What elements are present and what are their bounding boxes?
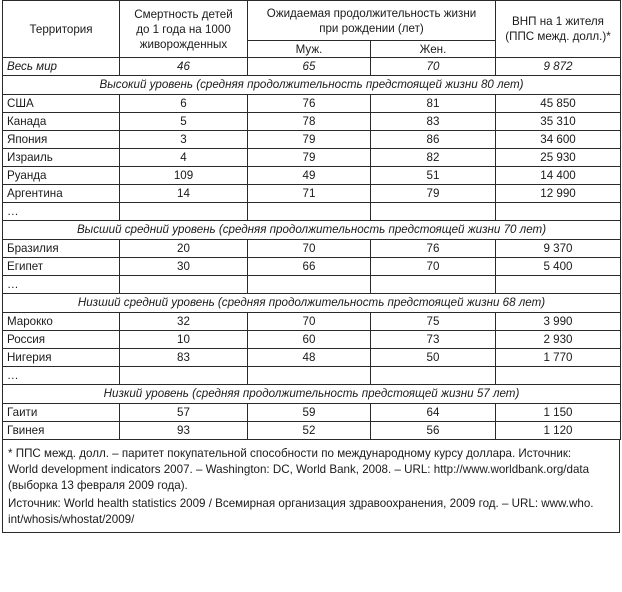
cell-mortality: 14 (120, 185, 248, 203)
header-mortality-line1: Смертность детей (134, 7, 233, 21)
cell-mortality: 93 (120, 422, 248, 440)
table-row (3, 313, 621, 331)
cell-male (248, 367, 371, 385)
cell-gnp: 1 120 (496, 422, 621, 440)
cell-male: 70 (248, 313, 371, 331)
group-title: Высокий уровень (средняя продолжительность предстоящей жизни 80 лет) (3, 76, 621, 95)
cell-female: 76 (371, 240, 496, 258)
cell-male: 71 (248, 185, 371, 203)
cell-gnp: 12 990 (496, 185, 621, 203)
header-gnp-line2: (ППС межд. долл.)* (505, 30, 611, 43)
cell-male: 48 (248, 349, 371, 367)
group-title: Высший средний уровень (средняя продолжительность предстоящей жизни 70 лет) (3, 221, 621, 240)
cell-male: 79 (248, 131, 371, 149)
cell-mortality: 4 (120, 149, 248, 167)
cell-gnp: 14 400 (496, 167, 621, 185)
cell-mortality: 6 (120, 95, 248, 113)
country-name: Израиль (3, 149, 120, 167)
cell-gnp: 9 370 (496, 240, 621, 258)
table-row (3, 113, 621, 131)
cell-gnp: 5 400 (496, 258, 621, 276)
table-row (3, 422, 621, 440)
cell-mortality: 32 (120, 313, 248, 331)
footnote-ppp-line3: (выборка 13 февраля 2009 года). (8, 479, 188, 492)
country-name: … (3, 367, 120, 385)
cell-female (371, 367, 496, 385)
world-row (3, 58, 621, 76)
cell-male: 59 (248, 404, 371, 422)
world-mortality: 46 (120, 58, 248, 76)
header-life-line2: при рождении (лет) (319, 21, 424, 35)
group-header-row (3, 294, 621, 313)
country-name: Гаити (3, 404, 120, 422)
table-row (3, 240, 621, 258)
country-name: … (3, 203, 120, 221)
cell-gnp (496, 367, 621, 385)
cell-female (371, 276, 496, 294)
table-row (3, 185, 621, 203)
cell-female: 79 (371, 185, 496, 203)
footnote-ppp-line2: World development indicators 2007. – Washington: DC, World Bank, 2008. – URL: http://www.worldbank.org/data (8, 463, 590, 476)
cell-gnp: 34 600 (496, 131, 621, 149)
cell-mortality: 3 (120, 131, 248, 149)
cell-female: 83 (371, 113, 496, 131)
header-female (371, 41, 496, 58)
cell-male: 49 (248, 167, 371, 185)
table-body (3, 58, 621, 440)
cell-gnp: 1 770 (496, 349, 621, 367)
footnote-source-line2: int/whosis/whostat/2009/ (8, 513, 135, 526)
group-header-row (3, 385, 621, 404)
cell-male: 79 (248, 149, 371, 167)
cell-female: 64 (371, 404, 496, 422)
cell-male: 70 (248, 240, 371, 258)
table-row (3, 331, 621, 349)
table-row (3, 203, 621, 221)
footnote-source (8, 496, 614, 528)
cell-female: 50 (371, 349, 496, 367)
footnote-ppp (8, 446, 614, 494)
cell-mortality: 30 (120, 258, 248, 276)
world-female: 70 (371, 58, 496, 76)
statistics-table-wrapper (2, 0, 620, 533)
table-row (3, 131, 621, 149)
header-male-text: Муж. (295, 42, 323, 56)
footnote-ppp-line1: * ППС межд. долл. – паритет покупательной способности по международному курсу доллара. Источник: (8, 447, 572, 460)
table-row (3, 349, 621, 367)
group-title: Низший средний уровень (средняя продолжительность предстоящей жизни 68 лет) (3, 294, 621, 313)
footnote-source-line1: Источник: World health statistics 2009 / Всемирная организация здравоохранения, 2009 год. – URL: www.who. (8, 497, 594, 510)
country-name: Канада (3, 113, 120, 131)
header-territory-text: Территория (29, 22, 93, 36)
cell-female (371, 203, 496, 221)
country-name: Марокко (3, 313, 120, 331)
cell-male: 66 (248, 258, 371, 276)
cell-gnp: 35 310 (496, 113, 621, 131)
country-name: Гвинея (3, 422, 120, 440)
cell-gnp (496, 276, 621, 294)
cell-male: 60 (248, 331, 371, 349)
cell-gnp: 1 150 (496, 404, 621, 422)
cell-male (248, 276, 371, 294)
cell-female: 82 (371, 149, 496, 167)
header-gnp-line1: ВНП на 1 жителя (512, 15, 604, 28)
world-gnp: 9 872 (496, 58, 621, 76)
cell-gnp: 45 850 (496, 95, 621, 113)
country-name: Аргентина (3, 185, 120, 203)
table-row (3, 258, 621, 276)
statistics-table (2, 0, 621, 440)
cell-female: 73 (371, 331, 496, 349)
country-name: Нигерия (3, 349, 120, 367)
cell-mortality: 83 (120, 349, 248, 367)
cell-female: 51 (371, 167, 496, 185)
cell-female: 70 (371, 258, 496, 276)
table-row (3, 367, 621, 385)
cell-female: 81 (371, 95, 496, 113)
cell-male: 78 (248, 113, 371, 131)
country-name: Бразилия (3, 240, 120, 258)
cell-gnp: 2 930 (496, 331, 621, 349)
cell-mortality: 5 (120, 113, 248, 131)
cell-male (248, 203, 371, 221)
table-row (3, 95, 621, 113)
header-gnp (496, 1, 621, 58)
header-life-line1: Ожидаемая продолжительность жизни (266, 6, 477, 20)
country-name: … (3, 276, 120, 294)
cell-gnp: 25 930 (496, 149, 621, 167)
header-female-text: Жен. (419, 42, 447, 56)
cell-mortality: 20 (120, 240, 248, 258)
cell-male: 76 (248, 95, 371, 113)
group-header-row (3, 76, 621, 95)
table-row (3, 167, 621, 185)
world-name: Весь мир (3, 58, 120, 76)
cell-mortality (120, 203, 248, 221)
cell-gnp: 3 990 (496, 313, 621, 331)
header-mortality (120, 1, 248, 58)
country-name: Япония (3, 131, 120, 149)
header-life-expectancy (248, 1, 496, 41)
country-name: США (3, 95, 120, 113)
cell-mortality: 109 (120, 167, 248, 185)
header-territory (3, 1, 120, 58)
cell-female: 75 (371, 313, 496, 331)
footnotes (2, 440, 620, 533)
group-header-row (3, 221, 621, 240)
country-name: Египет (3, 258, 120, 276)
cell-gnp (496, 203, 621, 221)
country-name: Руанда (3, 167, 120, 185)
cell-mortality: 10 (120, 331, 248, 349)
cell-male: 52 (248, 422, 371, 440)
header-male (248, 41, 371, 58)
cell-female: 86 (371, 131, 496, 149)
cell-mortality (120, 276, 248, 294)
cell-mortality (120, 367, 248, 385)
country-name: Россия (3, 331, 120, 349)
cell-mortality: 57 (120, 404, 248, 422)
cell-female: 56 (371, 422, 496, 440)
group-title: Низкий уровень (средняя продолжительность предстоящей жизни 57 лет) (3, 385, 621, 404)
header-mortality-line3: живорожденных (139, 37, 228, 51)
table-row (3, 276, 621, 294)
table-row (3, 404, 621, 422)
world-male: 65 (248, 58, 371, 76)
table-row (3, 149, 621, 167)
header-mortality-line2: до 1 года на 1000 (136, 22, 231, 36)
